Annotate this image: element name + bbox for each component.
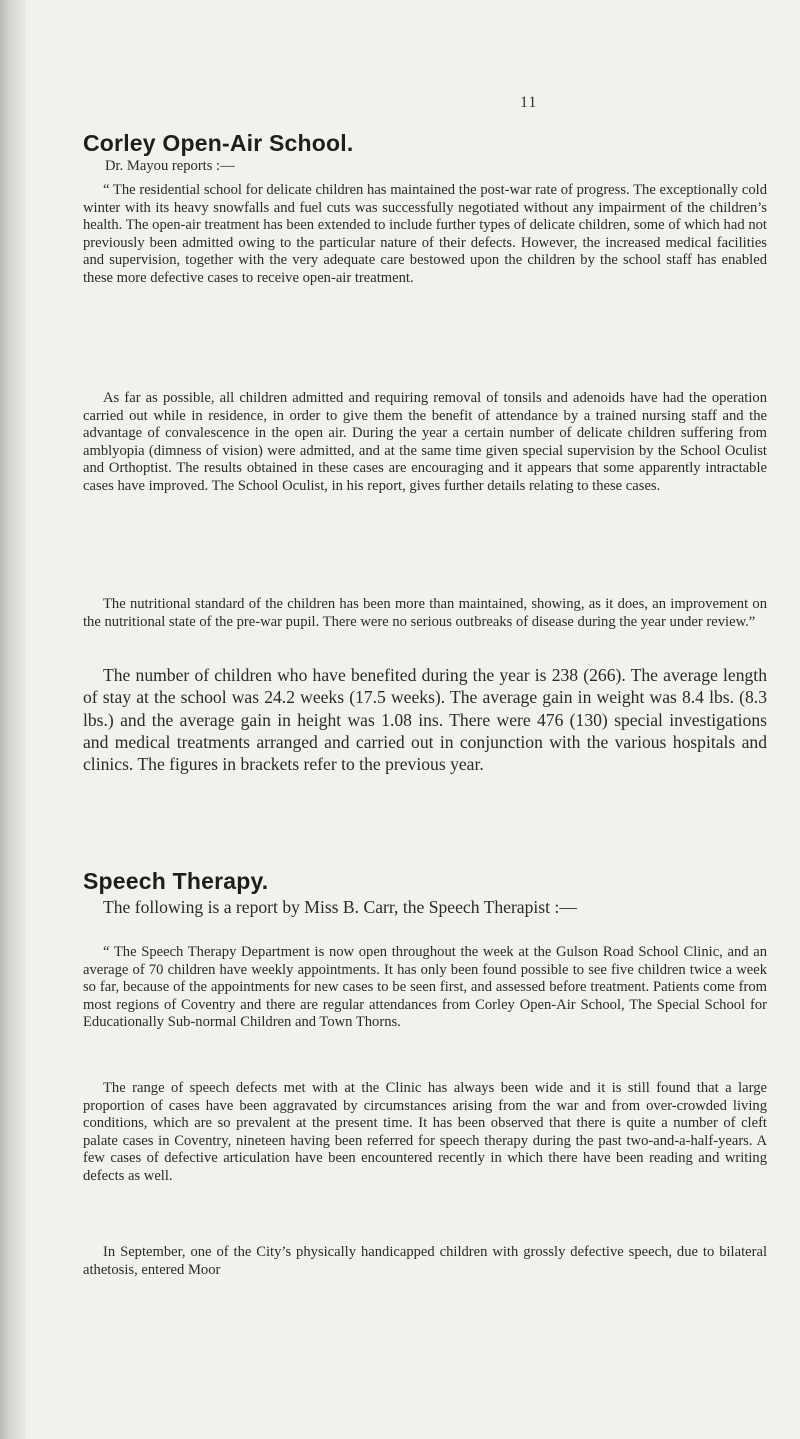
corley-paragraph-3: The nutritional standard of the children has been more than maintained, showing, as it does, an improvement on the nutritional state of the pre-war pupil. There were no serious outbreaks of disease during the year under review.” bbox=[83, 596, 767, 630]
heading-speech-therapy: Speech Therapy. bbox=[83, 868, 269, 894]
page-binding-shadow bbox=[0, 0, 26, 1439]
speech-paragraph-1: “ The Speech Therapy Department is now open throughout the week at the Gulson Road School Clinic, and an average of 70 children have weekly appointments. It has only been found possible to see five children twice a week so far, because of the appointments for new cases to be seen first, and assessed before treatment. Patients come from most regions of Coventry and there are regular attendances from Corley Open-Air School, The Special School for Educationally Sub-normal Children and Town Thorns. bbox=[83, 944, 767, 1031]
speech-paragraph-3: In September, one of the City’s physically handicapped children with grossly defective speech, due to bilateral athetosis, entered Moor bbox=[83, 1244, 767, 1278]
corley-intro: Dr. Mayou reports :— bbox=[105, 158, 235, 174]
speech-intro: The following is a report by Miss B. Carr, the Speech Therapist :— bbox=[103, 897, 577, 917]
heading-corley-open-air-school: Corley Open-Air School. bbox=[83, 130, 354, 156]
speech-paragraph-2: The range of speech defects met with at the Clinic has always been wide and it is still found that a large proportion of cases have been aggravated by circumstances arising from the war and from over-crowded living conditions, which are so prevalent at the present time. It has been observed that there is quite a number of cleft palate cases in Coventry, nineteen having been referred for speech therapy during the past two-and-a-half-years. A few cases of defective articulation have been encountered recently in which there have been reading and writing defects as well. bbox=[83, 1080, 767, 1184]
corley-paragraph-1: “ The residential school for delicate children has maintained the post-war rate of progress. The exceptionally cold winter with its heavy snowfalls and fuel cuts was successfully negotiated without any impairment of the children’s health. The open-air treatment has been extended to include further types of delicate children, some of which had not previously been admitted owing to the particular nature of their defects. However, the increased medical facilities and supervision, together with the very adequate care bestowed upon the children by the school staff has enabled these more defective cases to receive open-air treatment. bbox=[83, 182, 767, 286]
corley-paragraph-2: As far as possible, all children admitted and requiring removal of tonsils and adenoids have had the operation carried out while in residence, in order to give them the benefit of attendance by a trained nursing staff and the advantage of convalescence in the open air. During the year a certain number of delicate children suffering from amblyopia (dimness of vision) were admitted, and at the same time given special supervision by the School Oculist and Orthoptist. The results obtained in these cases are encouraging and it appears that some apparently intractable cases have improved. The School Oculist, in his report, gives further details relating to these cases. bbox=[83, 390, 767, 494]
corley-paragraph-4: The number of children who have benefited during the year is 238 (266). The average length of stay at the school was 24.2 weeks (17.5 weeks). The average gain in weight was 8.4 lbs. (8.3 lbs.) and the average gain in height was 1.08 ins. There were 476 (130) special investigations and medical treatments arranged and carried out in conjunction with the various hospitals and clinics. The figures in brackets refer to the previous year. bbox=[83, 665, 767, 775]
page-number: 11 bbox=[520, 94, 538, 111]
